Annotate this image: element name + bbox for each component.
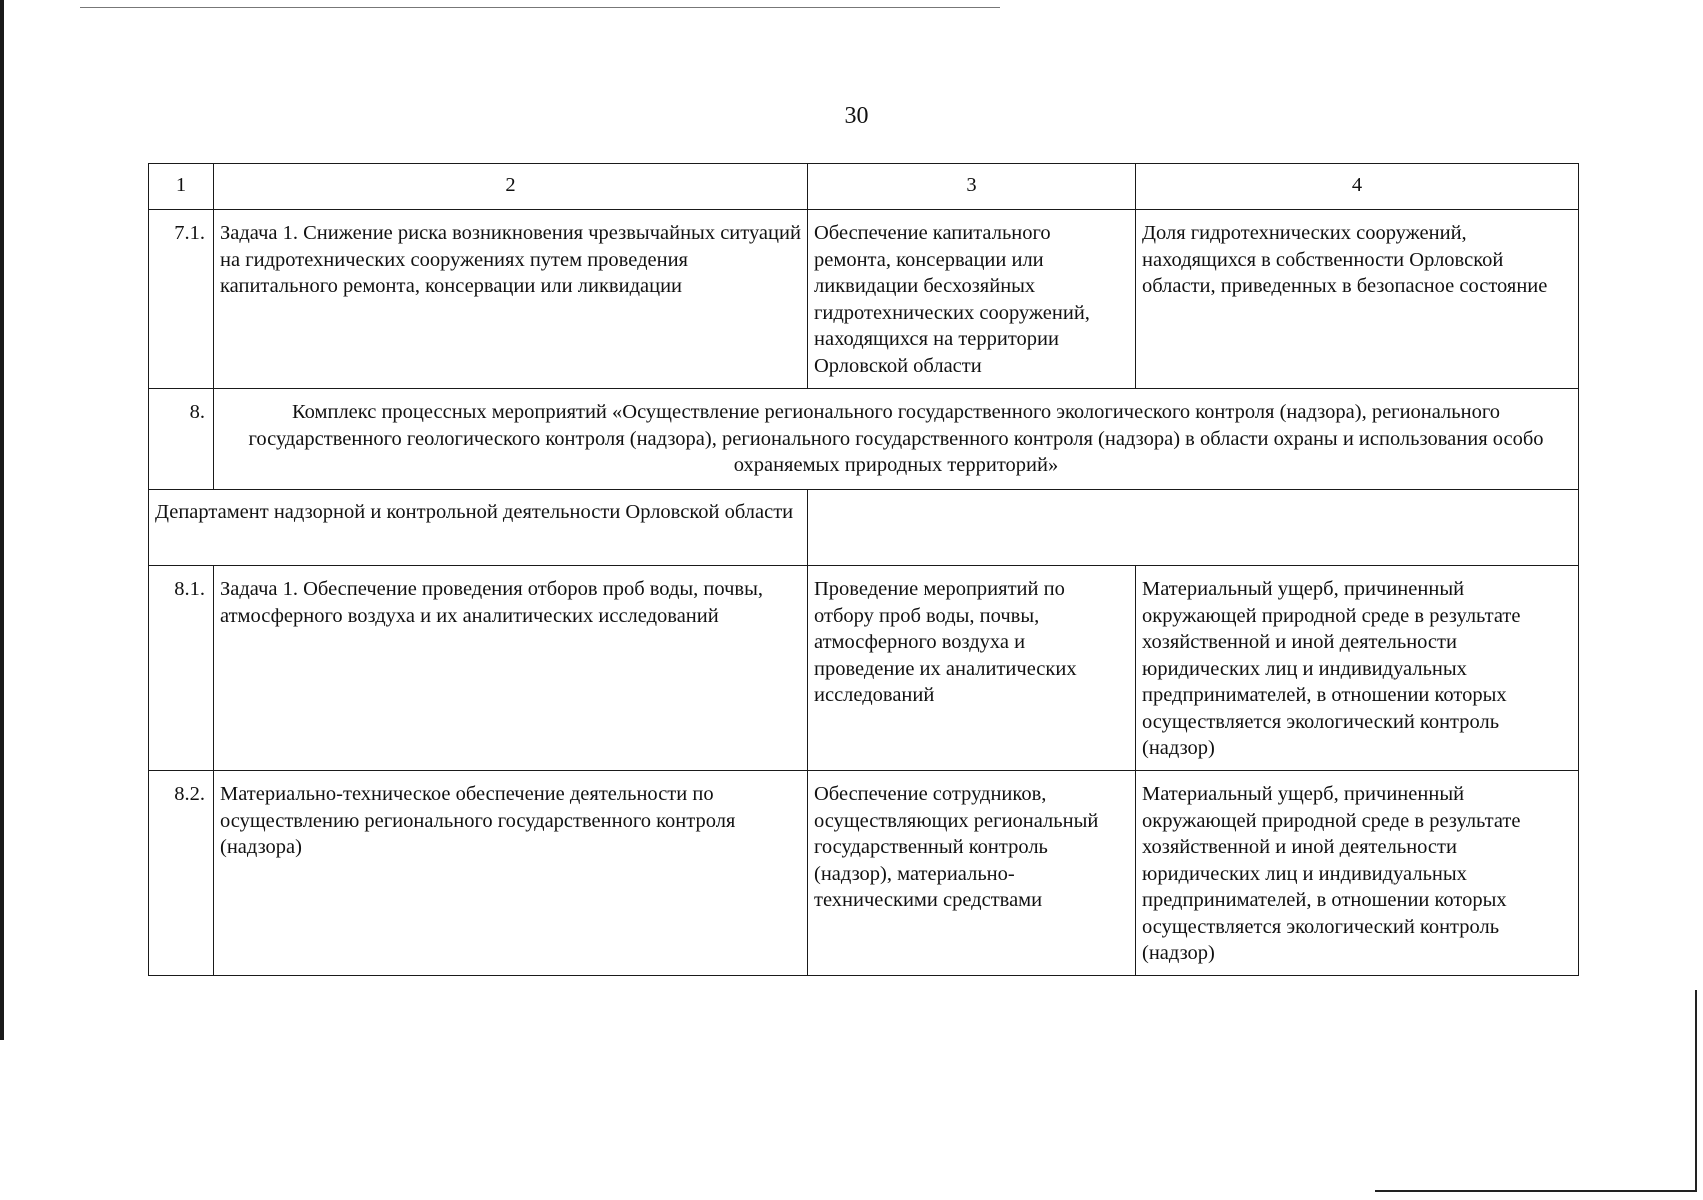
row-number: 8. — [149, 389, 214, 490]
table-row — [149, 389, 1579, 490]
scan-right-line — [1695, 990, 1697, 1192]
result-cell: Обеспечение капитального ремонта, консервации или ликвидации бесхозяйных гидротехнических сооружений, находящихся на территории Орловской области — [808, 210, 1136, 389]
row-number: 8.1. — [149, 566, 214, 771]
header-col-2: 2 — [214, 164, 808, 210]
indicator-cell: Материальный ущерб, причиненный окружающей природной среде в результате хозяйственной и иной деятельности юридических лиц и индивидуальных предпринимателей, в отношении которых осуществляется экологический контроль (надзор) — [1136, 566, 1579, 771]
task-cell: Материально-техническое обеспечение деятельности по осуществлению регионального государственного контроля (надзора) — [214, 771, 808, 976]
process-complex-title: Комплекс процессных мероприятий «Осуществление регионального государственного экологического контроля (надзора), регионального государственного геологического контроля (надзора), регионального государственного контроля (надзора) в области охраны и использования особо охраняемых природных территорий» — [214, 389, 1579, 490]
indicator-cell: Доля гидротехнических сооружений, находящихся в собственности Орловской области, приведенных в безопасное состояние — [1136, 210, 1579, 389]
row-number: 8.2. — [149, 771, 214, 976]
table-header-row — [149, 164, 1579, 210]
scan-bottom-line — [1375, 1190, 1695, 1192]
row-number: 7.1. — [149, 210, 214, 389]
responsible-department: Департамент надзорной и контрольной деятельности Орловской области — [149, 490, 808, 566]
header-col-3: 3 — [808, 164, 1136, 210]
header-col-1: 1 — [149, 164, 214, 210]
result-cell: Проведение мероприятий по отбору проб воды, почвы, атмосферного воздуха и проведение их аналитических исследований — [808, 566, 1136, 771]
table-row — [149, 771, 1579, 976]
scan-left-edge — [0, 0, 4, 1040]
header-col-4: 4 — [1136, 164, 1579, 210]
table-row — [149, 210, 1579, 389]
empty-cell — [808, 490, 1579, 566]
page-number: 30 — [844, 103, 869, 129]
task-cell: Задача 1. Обеспечение проведения отборов проб воды, почвы, атмосферного воздуха и их аналитических исследований — [214, 566, 808, 771]
table-row — [149, 566, 1579, 771]
task-cell: Задача 1. Снижение риска возникновения чрезвычайных ситуаций на гидротехнических сооружениях путем проведения капитального ремонта, консервации или ликвидации — [214, 210, 808, 389]
program-table — [148, 163, 1579, 976]
result-cell: Обеспечение сотрудников, осуществляющих региональный государственный контроль (надзор), материально-техническими средствами — [808, 771, 1136, 976]
indicator-cell: Материальный ущерб, причиненный окружающей природной среде в результате хозяйственной и иной деятельности юридических лиц и индивидуальных предпринимателей, в отношении которых осуществляется экологический контроль (надзор) — [1136, 771, 1579, 976]
scan-top-line — [80, 7, 1000, 8]
table-row — [149, 490, 1579, 566]
